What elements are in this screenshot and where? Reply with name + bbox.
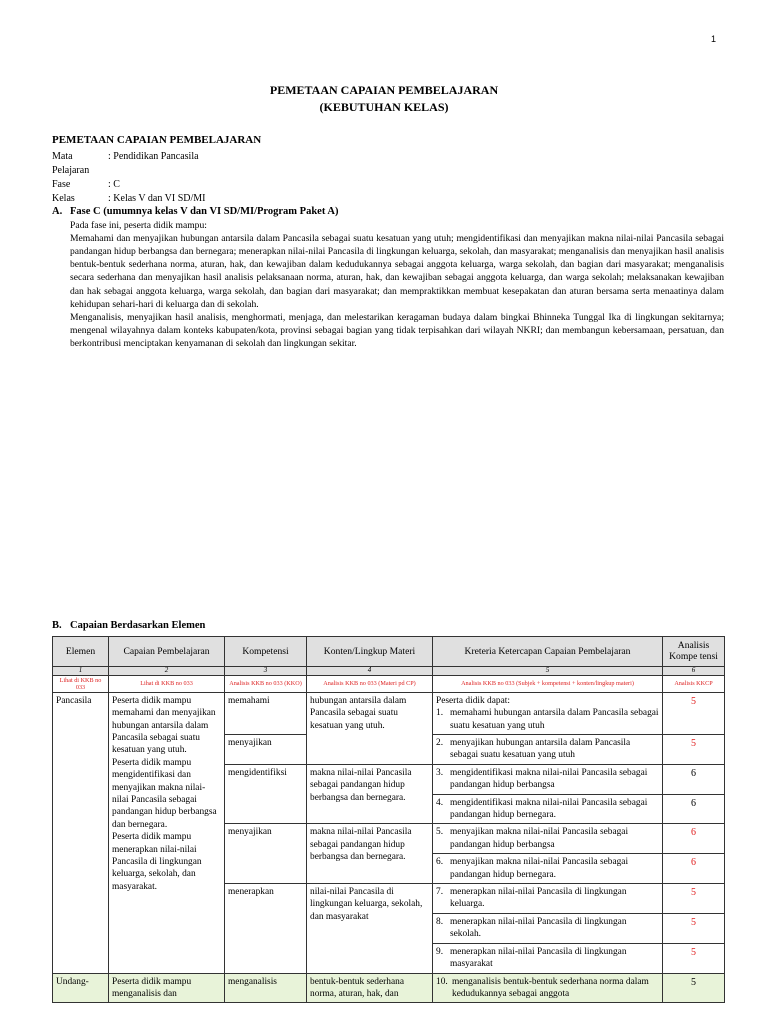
kompetensi-cell: memahami — [225, 692, 307, 734]
section-a-intro: Pada fase ini, peserta didik mampu: — [70, 219, 207, 231]
header-analisis: Analisis Kompe tensi — [663, 636, 725, 666]
section-a-paragraph-2: Menganalisis, menyajikan hasil analisis, menghormati, menjaga, dan melestarikan keragaman budaya dalam bingkai Bhinneka Tunggal Ika di lingkungan sekitarnya; mengenal wilayahnya dalam konteks kabupaten/kota, provinsi sebagai bagian yang tidak terpisahkan dari wilayah NKRI; dan membangun kebersamaan, persatuan, dan berkontribusi menciptakan kenyamanan di sekolah dan lingkungan sekitar. — [70, 311, 724, 350]
score-cell: 5 — [663, 973, 725, 1003]
header-kompetensi: Kompetensi — [225, 636, 307, 666]
column-number: 6 — [663, 666, 725, 675]
meta-row — [52, 192, 206, 206]
element-cell: Pancasila — [53, 692, 109, 973]
konten-cell: hubungan antarsila dalam Pancasila sebagai suatu kesatuan yang utuh. — [307, 692, 433, 764]
kompetensi-cell: mengidentifiksi — [225, 764, 307, 824]
header-kriteria: Kreteria Ketercapan Capaian Pembelajaran — [433, 636, 663, 666]
section-b-number: B. — [52, 620, 62, 631]
column-number: 3 — [225, 666, 307, 675]
column-number: 2 — [109, 666, 225, 675]
reference-note: Analisis KKCP — [663, 675, 725, 692]
kriteria-text: memahami hubungan antarsila dalam Pancasila sebagai suatu kesatuan yang utuh — [450, 708, 659, 731]
capaian-text: Peserta didik mampu menerapkan nilai-nilai Pancasila di lingkungan keluarga, sekolah, dan masyarakat. — [112, 832, 202, 892]
header-capaian: Capaian Pembelajaran — [109, 636, 225, 666]
header-konten: Konten/Lingkup Materi — [307, 636, 433, 666]
kriteria-text: menyajikan makna nilai-nilai Pancasila sebagai pandangan hidup bernegara. — [450, 857, 629, 880]
score-cell: 6 — [663, 794, 725, 824]
meta-key: Fase — [52, 178, 71, 190]
kriteria-text: menerapkan nilai-nilai Pancasila di lingkungan masyarakat — [450, 946, 627, 970]
konten-cell: makna nilai-nilai Pancasila sebagai pandangan hidup berbangsa dan bernegara. — [307, 824, 433, 884]
kriteria-cell — [433, 692, 663, 734]
kriteria-cell — [433, 764, 663, 794]
kriteria-item — [436, 946, 659, 971]
reference-note: Analisis KKB no 033 (KKO) — [225, 675, 307, 692]
capaian-text: Peserta didik mampu mengidentifikasi dan menyajikan makna nilai-nilai Pancasila sebagai pandangan hidup berbangsa dan bernegara. — [112, 757, 217, 830]
score-cell: 5 — [663, 884, 725, 914]
reference-note: Lihat di KKB no 033 — [109, 675, 225, 692]
kriteria-item — [436, 856, 659, 881]
kompetensi-cell: menganalisis — [225, 973, 307, 1003]
capaian-cell: Peserta didik mampu menganalisis dan — [109, 973, 225, 1003]
section-b-heading — [52, 619, 724, 633]
column-number-row — [53, 666, 725, 675]
column-number: 4 — [307, 666, 433, 675]
score-cell: 6 — [663, 824, 725, 854]
section-a — [52, 205, 724, 350]
kriteria-item — [436, 737, 659, 762]
capaian-table — [52, 636, 725, 1003]
kriteria-text: mengidentifikasi makna nilai-nilai Pancasila sebagai pandangan hidup berbangsa — [450, 767, 648, 791]
reference-row — [53, 675, 725, 692]
kompetensi-cell: menyajikan — [225, 824, 307, 884]
header-elemen: Elemen — [53, 636, 109, 666]
reference-note: Analisis KKB no 033 (Materi pd CP) — [307, 675, 433, 692]
score-cell: 5 — [663, 913, 725, 943]
score-cell: 5 — [663, 692, 725, 734]
section-b-title: Capaian Berdasarkan Elemen — [70, 620, 206, 631]
kriteria-text: menganalisis bentuk-bentuk sederhana norma dalam kedudukannya sebagai anggota — [452, 976, 649, 999]
kriteria-number: 3. — [436, 767, 444, 778]
kriteria-item — [436, 976, 659, 1001]
column-number: 5 — [433, 666, 663, 675]
kriteria-number: 5. — [436, 827, 444, 838]
kriteria-cell — [433, 735, 663, 765]
kriteria-cell — [433, 884, 663, 914]
capaian-text: Peserta didik mampu memahami dan menyajikan hubungan antarsila dalam Pancasila sebagai suatu kesatuan yang utuh. — [112, 695, 216, 756]
score-cell: 6 — [663, 764, 725, 794]
kriteria-text: menerapkan nilai-nilai Pancasila di lingkungan sekolah. — [450, 916, 627, 940]
kriteria-intro: Peserta didik dapat: — [436, 695, 510, 706]
section-a-title: Fase C (umumnya kelas V dan VI SD/MI/Program Paket A) — [70, 206, 339, 217]
section-b — [52, 619, 724, 1003]
table-row — [53, 692, 725, 734]
meta-value: : Kelas V dan VI SD/MI — [108, 192, 206, 204]
section-a-body — [70, 219, 724, 350]
kriteria-text: mengidentifikasi makna nilai-nilai Pancasila sebagai pandangan hidup bernegara. — [450, 797, 648, 821]
table-header-row — [53, 636, 725, 666]
kompetensi-cell: menerapkan — [225, 884, 307, 973]
title-line-1: PEMETAAN CAPAIAN PEMBELAJARAN — [269, 83, 499, 97]
score-cell: 5 — [663, 735, 725, 765]
column-number: 1 — [53, 666, 109, 675]
kriteria-number: 4. — [436, 797, 444, 808]
kriteria-cell — [433, 794, 663, 824]
meta-key: Mata Pelajaran — [52, 150, 90, 176]
kriteria-cell — [433, 943, 663, 973]
kriteria-text: menyajikan hubungan antarsila dalam Pancasila sebagai suatu kesatuan yang utuh — [450, 738, 631, 761]
meta-row — [52, 178, 206, 192]
page-number: 1 — [710, 34, 716, 44]
kriteria-number: 2. — [436, 738, 444, 749]
kriteria-number: 10. — [436, 976, 448, 987]
kriteria-number: 7. — [436, 887, 444, 898]
meta-key: Kelas — [52, 192, 75, 204]
kriteria-number: 9. — [436, 946, 444, 957]
element-cell: Undang- — [53, 973, 109, 1003]
meta-row — [52, 150, 206, 178]
meta-table — [52, 150, 206, 206]
kriteria-cell — [433, 913, 663, 943]
kriteria-item — [436, 886, 659, 911]
kriteria-number: 8. — [436, 916, 444, 927]
document-title — [0, 82, 768, 116]
kriteria-text: menyajikan makna nilai-nilai Pancasila sebagai pandangan hidup berbangsa — [450, 827, 629, 850]
kompetensi-cell: menyajikan — [225, 735, 307, 765]
kriteria-item — [436, 707, 659, 732]
kriteria-item — [436, 916, 659, 941]
section-a-paragraph-1: Memahami dan menyajikan hubungan antarsila dalam Pancasila sebagai suatu kesatuan yang utuh; mengidentifikasi dan menyajikan makna nilai-nilai Pancasila sebagai pandangan hidup berbangsa dan bernegara; menerapkan nilai-nilai Pancasila di lingkungan keluarga, sekolah, dan masyarakat; menganalisis dan menyajikan hasil analisis bentuk-bentuk sederhana norma, aturan, hak, dan kewajiban dalam kedudukannya sebagai anggota keluarga, warga sekolah, dan bagian dari masyarakat; menganalisis secara sederhana dan menyajikan hasil analisis pelaksanaan norma, aturan, hak, dan kewajiban sebagai anggota keluarga, dan warga sekolah; melaksanakan kewajiban dan hak sebagai anggota keluarga, warga sekolah, dan bagian dari masyarakat; dan mempraktikkan membuat kesepakatan dan aturan bersama serta menaatinya dalam kehidupan sehari-hari di keluarga dan di sekolah. — [70, 233, 724, 310]
reference-note: Analisis KKB no 033 (Subjek + kompetensi + konten/lingkup materi) — [433, 675, 663, 692]
kriteria-item — [436, 767, 659, 792]
reference-note: Lihat di KKB no 033 — [53, 675, 109, 692]
konten-cell: nilai-nilai Pancasila di lingkungan keluarga, sekolah, dan masyarakat — [307, 884, 433, 973]
kriteria-item — [436, 826, 659, 851]
kriteria-cell — [433, 973, 663, 1003]
meta-value: : Pendidikan Pancasila — [108, 150, 199, 162]
score-cell: 5 — [663, 943, 725, 973]
meta-value: : C — [108, 178, 120, 190]
kriteria-cell — [433, 854, 663, 884]
konten-cell: makna nilai-nilai Pancasila sebagai pandangan hidup berbangsa dan bernegara. — [307, 764, 433, 824]
title-line-2: (KEBUTUHAN KELAS) — [319, 99, 449, 114]
score-cell: 6 — [663, 854, 725, 884]
kriteria-item — [436, 797, 659, 822]
kriteria-number: 6. — [436, 857, 444, 868]
kriteria-cell — [433, 824, 663, 854]
section-a-number: A. — [52, 206, 63, 217]
konten-cell: bentuk-bentuk sederhana norma, aturan, hak, dan — [307, 973, 433, 1003]
section-a-heading — [52, 205, 724, 219]
meta-heading: PEMETAAN CAPAIAN PEMBELAJARAN — [52, 134, 262, 146]
capaian-cell — [109, 692, 225, 973]
kriteria-text: menerapkan nilai-nilai Pancasila di lingkungan keluarga. — [450, 887, 627, 910]
kriteria-number: 1. — [436, 708, 444, 719]
meta-block — [52, 133, 716, 206]
table-row — [53, 973, 725, 1003]
